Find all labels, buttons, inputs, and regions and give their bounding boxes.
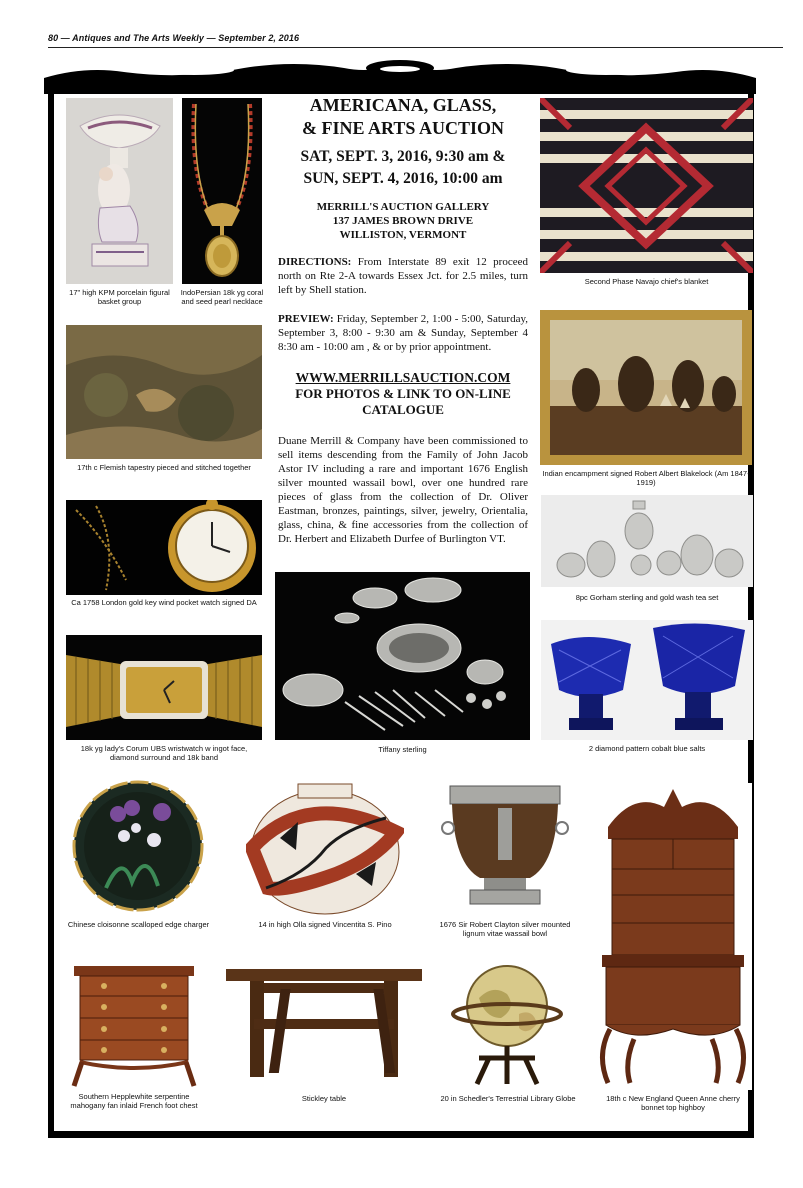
necklace-caption: IndoPersian 18k yg coral and seed pearl necklace <box>180 288 264 306</box>
auction-date-line1: SAT, SEPT. 3, 2016, 9:30 am & <box>300 148 506 165</box>
hepplewhite-chest-photo <box>70 962 198 1088</box>
schedler-globe-photo <box>449 958 566 1086</box>
wassail-bowl-caption: 1676 Sir Robert Clayton silver mounted lignum vitae wassail bowl <box>439 920 571 938</box>
gallery-street: 137 JAMES BROWN DRIVE <box>332 215 474 227</box>
gorham-tea-set-caption: 8pc Gorham sterling and gold wash tea set <box>575 593 719 602</box>
kpm-porcelain-photo <box>66 98 173 284</box>
stickley-table-caption: Stickley table <box>301 1094 347 1103</box>
cloisonne-charger-caption: Chinese cloisonne scalloped edge charger <box>67 920 210 929</box>
page-header: 80 — Antiques and The Arts Weekly — September 2, 2016 <box>48 33 300 43</box>
stickley-table-photo <box>224 965 424 1085</box>
cobalt-salts-photo <box>541 620 753 740</box>
blakelock-painting-caption: Indian encampment signed Robert Albert Blakelock (Am 1847-1919) <box>542 469 750 487</box>
tiffany-sterling-photo <box>275 572 530 740</box>
pocket-watch-caption: Ca 1758 London gold key wind pocket watch signed DA <box>71 598 257 607</box>
wassail-bowl-photo <box>440 778 570 916</box>
necklace-photo <box>182 98 262 284</box>
wristwatch-photo <box>66 635 262 740</box>
gallery-address <box>278 200 528 242</box>
header-rule <box>48 47 783 48</box>
preview-label: PREVIEW: <box>278 313 334 325</box>
gallery-name: MERRILL'S AUCTION GALLERY <box>316 201 490 213</box>
tiffany-sterling-caption: Tiffany sterling <box>378 745 427 754</box>
pocket-watch-photo <box>66 500 262 595</box>
auction-title <box>278 94 528 140</box>
directions-paragraph <box>278 255 528 297</box>
preview-text: Friday, September 2, 1:00 - 5:00, Saturday, September 3, 8:00 - 9:30 am & Sunday, September 4 8:30 am - 10:00 am , & or by prior appointment. <box>278 313 528 353</box>
auction-dates <box>278 146 528 190</box>
highboy-caption: 18th c New England Queen Anne cherry bonnet top highboy <box>606 1094 740 1112</box>
website-link[interactable]: WWW.MERRILLSAUCTION.COM <box>295 370 511 385</box>
blakelock-painting-photo <box>540 310 752 465</box>
wristwatch-caption: 18k yg lady's Corum UBS wristwatch w ingot face, diamond surround and 18k band <box>80 744 248 762</box>
gallery-city: WILLISTON, VERMONT <box>339 229 467 241</box>
hepplewhite-chest-caption: Southern Hepplewhite serpentine mahogany fan inlaid French foot chest <box>70 1092 198 1110</box>
auction-title-line1: AMERICANA, GLASS, <box>309 95 497 115</box>
auction-title-line2: & FINE ARTS AUCTION <box>302 118 504 138</box>
navajo-blanket-photo <box>540 98 753 273</box>
flemish-tapestry-caption: 17th c Flemish tapestry pieced and stitched together <box>77 463 251 472</box>
website-block <box>278 370 528 418</box>
olla-photo <box>246 778 404 918</box>
website-subtitle: FOR PHOTOS & LINK TO ON-LINE CATALOGUE <box>295 386 511 417</box>
cloisonne-charger-photo <box>66 778 211 916</box>
description-paragraph: Duane Merrill & Company have been commissioned to sell items descending from the Family of John Jacob Astor IV including a rare and important 1676 English silver mounted wassail bowl, over one hundred rare pieces of glass from the collection of Dr. Oliver Eastman, bronzes, paintings, silver, jewelry, Orientalia, glass, china, & fine accessories from the collection of Dr. Herbert and Elizabeth Durfee of Burlington VT. <box>278 435 528 545</box>
highboy-photo <box>594 783 752 1090</box>
kpm-porcelain-caption: 17" high KPM porcelain figural basket group <box>69 288 170 306</box>
directions-label: DIRECTIONS: <box>278 256 352 268</box>
directions-text: From Interstate 89 exit 12 proceed north on Rte 2-A towards Essex Jct. for 2.5 miles, turn left by Shell station. <box>278 256 528 296</box>
preview-paragraph <box>278 312 528 354</box>
auction-date-line2: SUN, SEPT. 4, 2016, 10:00 am <box>303 170 503 187</box>
gorham-tea-set-photo <box>541 495 753 587</box>
schedler-globe-caption: 20 in Schedler's Terrestrial Library Globe <box>440 1094 576 1103</box>
olla-caption: 14 in high Olla signed Vincentita S. Pino <box>258 920 392 929</box>
cobalt-salts-caption: 2 diamond pattern cobalt blue salts <box>588 744 706 753</box>
flemish-tapestry-photo <box>66 325 262 459</box>
navajo-blanket-caption: Second Phase Navajo chief's blanket <box>584 277 709 286</box>
